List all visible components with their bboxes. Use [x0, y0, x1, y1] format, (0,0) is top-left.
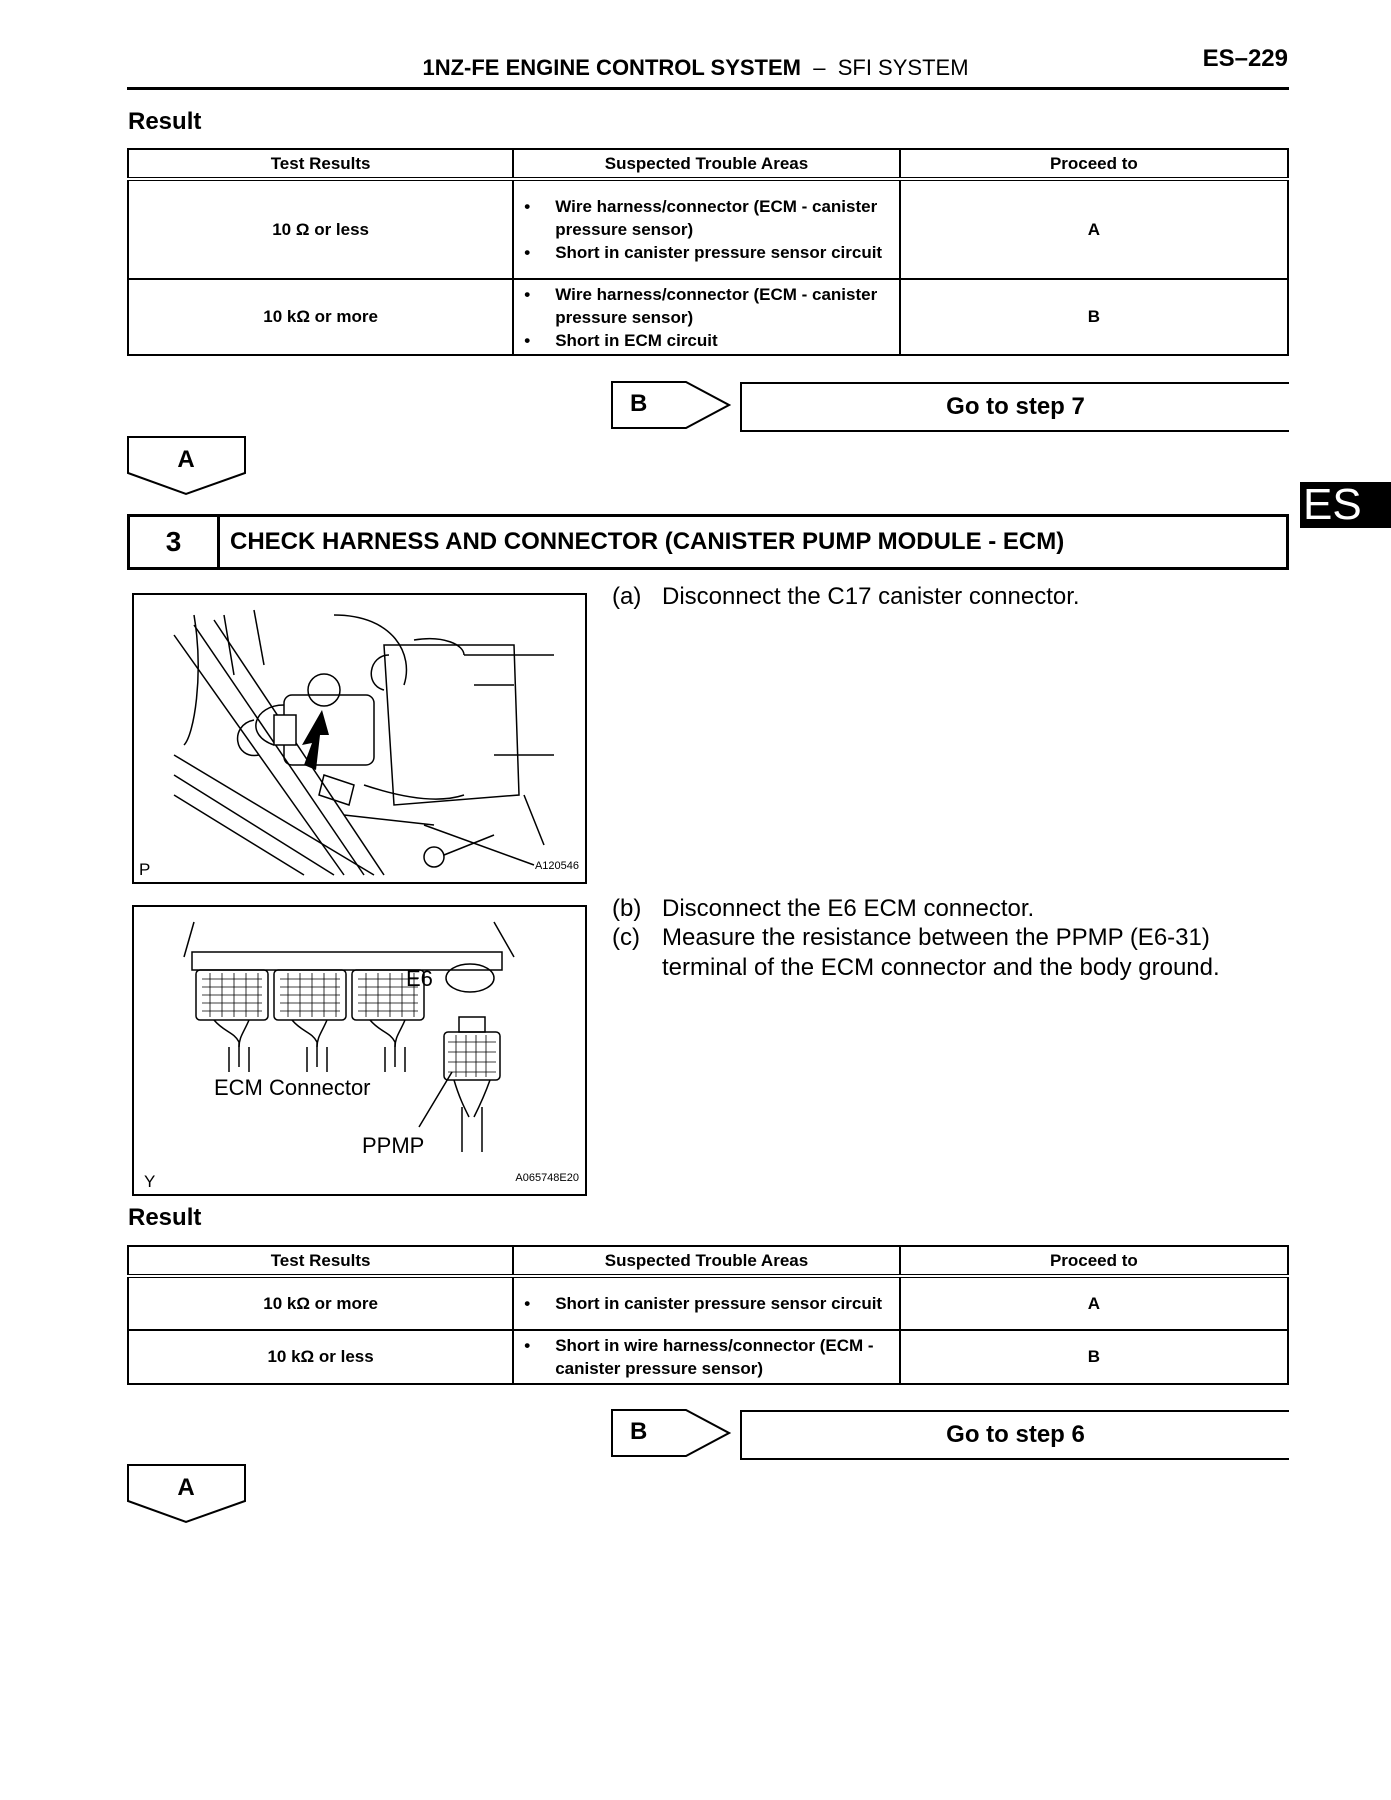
col-header-test-results: Test Results	[128, 149, 513, 179]
col-header-trouble-areas: Suspected Trouble Areas	[513, 1246, 900, 1276]
col-header-proceed: Proceed to	[900, 1246, 1288, 1276]
trouble-area-item: • Wire harness/connector (ECM - canister pressure sensor)	[524, 283, 889, 329]
instruction-c	[612, 923, 1272, 983]
figure-canister-connector	[132, 593, 587, 884]
go-to-step-label: Go to step 7	[946, 393, 1085, 420]
result-heading-1: Result	[128, 108, 202, 135]
figure-corner-letter: P	[139, 860, 151, 879]
branch-b-arrow-icon	[611, 1409, 731, 1457]
ecm-connector-label: ECM Connector	[214, 1075, 371, 1100]
page-number: ES–229	[1202, 45, 1288, 72]
canister-connector-illustration	[134, 595, 585, 882]
header-title-bold: 1NZ-FE ENGINE CONTROL SYSTEM	[422, 55, 801, 80]
section-tab: ES	[1300, 482, 1391, 528]
table-header-row	[128, 149, 1288, 179]
instruction-text: Measure the resistance between the PPMP (E6-31) terminal of the ECM connector and the body ground.	[662, 924, 1220, 981]
table-row	[128, 279, 1288, 355]
result-heading-2: Result	[128, 1204, 202, 1231]
proceed-cell: A	[900, 179, 1288, 279]
header-divider	[127, 87, 1289, 90]
step-number: 3	[130, 517, 220, 567]
trouble-areas-cell	[513, 179, 900, 279]
table-row	[128, 1276, 1288, 1330]
col-header-trouble-areas: Suspected Trouble Areas	[513, 149, 900, 179]
instruction-label: (c)	[612, 924, 640, 951]
branch-b-arrow-icon	[611, 381, 731, 429]
go-to-step-7-button[interactable]	[740, 382, 1289, 432]
figure-corner-letter: Y	[144, 1172, 156, 1191]
instruction-text: Disconnect the C17 canister connector.	[662, 583, 1080, 610]
trouble-areas-cell	[513, 1330, 900, 1384]
table-header-row	[128, 1246, 1288, 1276]
instruction-text: Disconnect the E6 ECM connector.	[662, 895, 1035, 922]
instruction-label: (a)	[612, 583, 642, 610]
continue-a-label: A	[177, 1474, 195, 1501]
trouble-areas-cell	[513, 279, 900, 355]
header-title-sep: –	[813, 55, 826, 80]
ppmp-label: PPMP	[362, 1133, 425, 1158]
figure-code: A120546	[534, 860, 579, 872]
ecm-connector-illustration	[134, 907, 585, 1194]
trouble-areas-cell	[513, 1276, 900, 1330]
trouble-area-item: • Short in canister pressure sensor circuit	[524, 241, 889, 264]
trouble-area-item: • Short in wire harness/connector (ECM - canister pressure sensor)	[524, 1334, 889, 1380]
figure-ecm-connector	[132, 905, 587, 1196]
test-result-cell: 10 kΩ or more	[128, 279, 513, 355]
test-result-cell: 10 Ω or less	[128, 179, 513, 279]
instruction-b	[612, 894, 1272, 924]
step-header	[127, 514, 1289, 570]
test-result-cell: 10 kΩ or less	[128, 1330, 513, 1384]
figure-code: A065748E20	[515, 1172, 579, 1184]
table-row	[128, 179, 1288, 279]
branch-b-label: B	[630, 390, 648, 417]
proceed-cell: A	[900, 1276, 1288, 1330]
page-header-title	[0, 55, 1391, 81]
continue-a-label: A	[177, 446, 195, 473]
go-to-step-6-button[interactable]	[740, 1410, 1289, 1460]
trouble-area-item: • Short in canister pressure sensor circuit	[524, 1292, 889, 1315]
proceed-cell: B	[900, 279, 1288, 355]
result-table-1	[127, 148, 1289, 356]
col-header-test-results: Test Results	[128, 1246, 513, 1276]
e6-label: E6	[406, 966, 433, 991]
result-table-2	[127, 1245, 1289, 1385]
instruction-label: (b)	[612, 895, 642, 922]
proceed-cell: B	[900, 1330, 1288, 1384]
header-title-rest: SFI SYSTEM	[837, 55, 969, 80]
go-to-step-label: Go to step 6	[946, 1421, 1085, 1448]
trouble-area-item: • Short in ECM circuit	[524, 329, 889, 352]
trouble-area-item: • Wire harness/connector (ECM - canister pressure sensor)	[524, 195, 889, 241]
step-title: CHECK HARNESS AND CONNECTOR (CANISTER PUMP MODULE - ECM)	[230, 528, 1065, 555]
col-header-proceed: Proceed to	[900, 149, 1288, 179]
instruction-a	[612, 582, 1272, 612]
table-row	[128, 1330, 1288, 1384]
branch-b-label: B	[630, 1418, 648, 1445]
test-result-cell: 10 kΩ or more	[128, 1276, 513, 1330]
pointer-arrow-icon	[302, 710, 329, 770]
